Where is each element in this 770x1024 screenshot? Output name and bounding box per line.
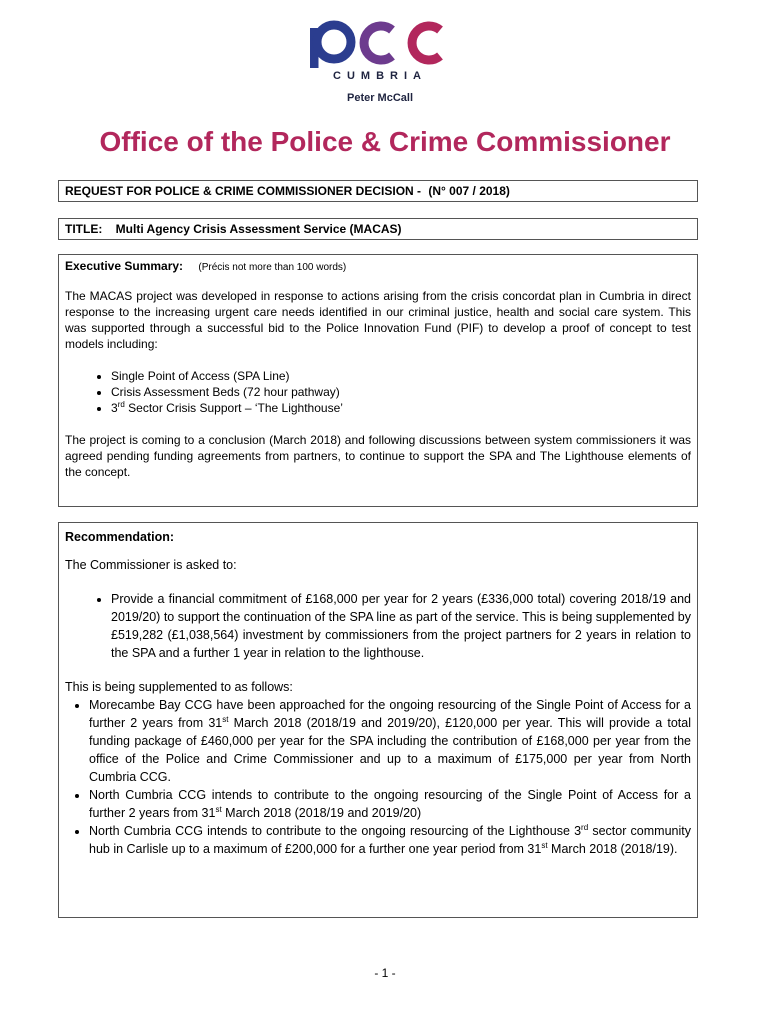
executive-summary-note: (Précis not more than 100 words) xyxy=(198,262,347,273)
list-item: • Morecambe Bay CCG have been approached for the ongoing resourcing of the Single Point of Access for a further 2 years from 31st March 2018 (2018/19 and 2019/20), £120,000 per year. This will provide a total funding package of £460,000 per year for the SPA including the contribution of £168,000 per year from the office of the Police and Crime Commissioner and up to a maximum of £175,000 per year from North Cumbria CCG. xyxy=(89,696,691,786)
list-item: • Single Point of Access (SPA Line) xyxy=(111,368,691,384)
recommendation-box xyxy=(58,522,698,918)
request-number: (N° 007 / 2018) xyxy=(428,184,510,198)
request-box xyxy=(58,180,698,202)
list-item: • North Cumbria CCG intends to contribute to the ongoing resourcing of the Single Point of Access for a further 2 years from 31st March 2018 (2018/19 and 2019/20) xyxy=(89,786,691,822)
title-value: Multi Agency Crisis Assessment Service (MACAS) xyxy=(115,222,402,236)
page-number: - 1 - xyxy=(374,966,396,980)
recommendation-heading: Recommendation: xyxy=(65,530,175,544)
pcc-logo-mark-icon xyxy=(310,18,450,70)
executive-summary-heading: Executive Summary: xyxy=(65,259,184,273)
commissioner-name: Peter McCall xyxy=(346,92,414,104)
executive-summary-para1: The MACAS project was developed in response to actions arising from the crisis concordat plan in Cumbria in direct response to the increasing urgent care needs identified in our criminal justice, health and social care system. This was supported through a successful bid to the Police Innovation Fund (PIF) to develop a proof of concept to test models including: xyxy=(65,289,691,351)
supplement-list xyxy=(65,696,691,858)
list-item: • North Cumbria CCG intends to contribute to the ongoing resourcing of the Lighthouse 3rd sector community hub in Carlisle up to a maximum of £200,000 for a further one year period from 31st March 2018 (2018/19). xyxy=(89,822,691,858)
pcc-cumbria-logo xyxy=(310,18,450,110)
logo-subtitle: CUMBRIA xyxy=(333,70,427,82)
list-item: • Crisis Assessment Beds (72 hour pathway) xyxy=(111,384,691,400)
list-item: • 3rd Sector Crisis Support – ‘The Lighthouse’ xyxy=(111,400,691,416)
title-box xyxy=(58,218,698,240)
page-title: Office of the Police & Crime Commissioner xyxy=(99,126,671,157)
executive-summary-para2: The project is coming to a conclusion (March 2018) and following discussions between system commissioners it was agreed pending funding agreements from partners, to continue to support the SPA and The Lighthouse elements of the concept. xyxy=(65,433,691,479)
list-item: • Provide a financial commitment of £168,000 per year for 2 years (£336,000 total) covering 2018/19 and 2019/20) to support the continuation of the SPA line as part of the service. This is being supplemented by £519,282 (£1,038,564) investment by commissioners from the project partners for 2 years in relation to the SPA and a further 1 year in relation to the lighthouse. xyxy=(111,590,691,662)
executive-summary-box xyxy=(58,254,698,507)
request-label: REQUEST FOR POLICE & CRIME COMMISSIONER DECISION - xyxy=(65,184,422,198)
title-label: TITLE: xyxy=(65,222,103,236)
recommendation-list xyxy=(65,590,691,662)
supplement-intro: This is being supplemented to as follows: xyxy=(65,680,293,694)
recommendation-intro: The Commissioner is asked to: xyxy=(65,558,237,572)
executive-summary-bullets xyxy=(65,368,691,416)
